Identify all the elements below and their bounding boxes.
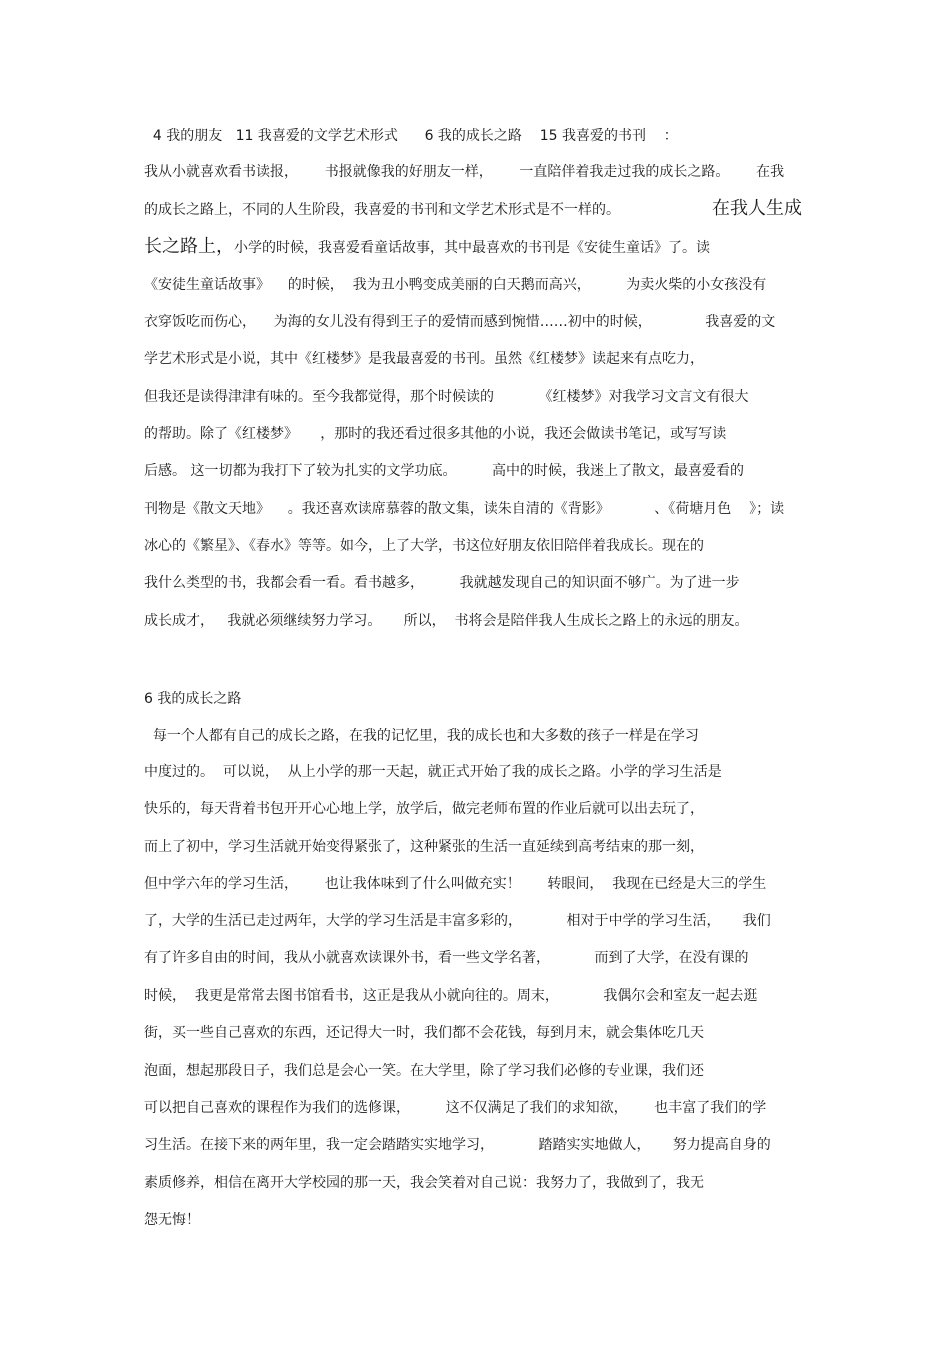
section-1-line-10: 刊物是《散文天地》 。我还喜欢读席慕蓉的散文集，读朱自清的《背影》 、《荷塘月色 》；读 xyxy=(144,501,785,517)
section-1-line-1: 我从小就喜欢看书读报， 书报就像我的好朋友一样， 一直陪伴着我走过我的成长之路。 在我 xyxy=(144,164,785,180)
section-1-line-6: 学艺术形式是小说，其中《红楼梦》是我最喜爱的书刊。虽然《红楼梦》读起来有点吃力， xyxy=(144,351,704,367)
section-1-line-2: 的成长之路上，不同的人生阶段，我喜爱的书刊和文学艺术形式是不一样的。 xyxy=(144,202,620,218)
section-2-line-14: 怨无悔！ xyxy=(144,1212,200,1228)
section-2-title: 6 我的成长之路 xyxy=(144,691,242,707)
section-2-line-2: 中度过的。 可以说， 从上小学的那一天起，就正式开始了我的成长之路。小学的学习生活是 xyxy=(144,764,722,780)
section-2-line-8: 时候， 我更是常常去图书馆看书，这正是我从小就向往的。周末， 我偶尔会和室友一起去逛 xyxy=(144,988,758,1004)
section-1-line-11: 冰心的《繁星》、《春水》等等。如今，上了大学，书这位好朋友依旧陪伴着我成长。现在的 xyxy=(144,538,704,554)
section-1-line-5: 衣穿饭吃而伤心， 为海的女儿没有得到王子的爱情而感到惋惜……初中的时候， 我喜爱的文 xyxy=(144,314,776,330)
section-2-line-1: 每一个人都有自己的成长之路，在我的记忆里，我的成长也和大多数的孩子一样是在学习 xyxy=(144,728,699,744)
section-1-line-7: 但我还是读得津津有味的。至今我都觉得，那个时候读的 《红楼梦》对我学习文言文有很大 xyxy=(144,389,749,405)
section-2-line-6: 了，大学的生活已走过两年，大学的学习生活是丰富多彩的， 相对于中学的学习生活， 我们 xyxy=(144,913,771,929)
section-2-line-9: 街，买一些自己喜欢的东西，还记得大一时，我们都不会花钱，每到月末，就会集体吃几天 xyxy=(144,1025,704,1041)
section-2-line-3: 快乐的，每天背着书包开开心心地上学，放学后，做完老师布置的作业后就可以出去玩了， xyxy=(144,801,704,817)
section-2-line-5: 但中学六年的学习生活， 也让我体味到了什么叫做充实！ 转眼间， 我现在已经是大三的学生 xyxy=(144,876,767,892)
section-1-emphasis-a: 在我人生成 xyxy=(712,198,802,219)
section-2-line-4: 而上了初中，学习生活就开始变得紧张了，这种紧张的生活一直延续到高考结束的那一刻， xyxy=(144,839,704,855)
section-2-line-10: 泡面，想起那段日子，我们总是会心一笑。在大学里，除了学习我们必修的专业课，我们还 xyxy=(144,1063,704,1079)
section-1-line-8: 的帮助。除了《红楼梦》 ，那时的我还看过很多其他的小说，我还会做读书笔记，或写写读 xyxy=(144,426,727,442)
section-1-line-4: 《安徒生童话故事》 的时候， 我为丑小鸭变成美丽的白天鹅而高兴， 为卖火柴的小女孩没有 xyxy=(144,277,767,293)
section-1-line-12: 我什么类型的书，我都会看一看。看书越多， 我就越发现自己的知识面不够广。为了进一步 xyxy=(144,575,740,591)
section-2-line-11: 可以把自己喜欢的课程作为我们的选修课， 这不仅满足了我们的求知欲， 也丰富了我们的学 xyxy=(144,1100,767,1116)
section-1-header: 4 我的朋友 11 我喜爱的文学艺术形式 6 我的成长之路 15 我喜爱的书刊 ： xyxy=(144,128,678,144)
section-2-line-12: 习生活。在接下来的两年里，我一定会踏踏实实地学习， 踏踏实实地做人， 努力提高自身的 xyxy=(144,1137,771,1153)
section-1-line-3: 小学的时候，我喜爱看童话故事，其中最喜欢的书刊是《安徒生童话》了。读 xyxy=(234,240,710,256)
section-2-line-13: 素质修养，相信在离开大学校园的那一天，我会笑着对自己说：我努力了，我做到了，我无 xyxy=(144,1175,704,1191)
section-1-line-13: 成长成才， 我就必须继续努力学习。 所以， 书将会是陪伴我人生成长之路上的永远的朋友。 xyxy=(144,613,749,629)
section-2-line-7: 有了许多自由的时间，我从小就喜欢读课外书，看一些文学名著， 而到了大学，在没有课的 xyxy=(144,950,749,966)
section-1-emphasis-b: 长之路上， xyxy=(144,236,234,257)
section-1-line-9: 后感。 这一切都为我打下了较为扎实的文学功底。 高中的时候，我迷上了散文，最喜爱看的 xyxy=(144,463,745,479)
